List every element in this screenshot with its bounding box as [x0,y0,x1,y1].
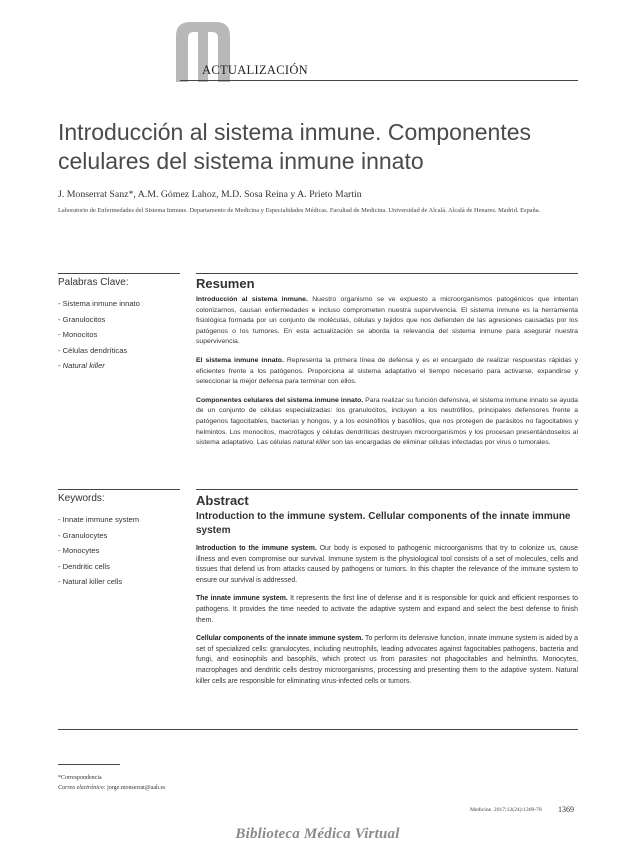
keyword-item: - Dendritic cells [58,561,110,571]
abstract-section [196,493,578,695]
resumen-paragraph [196,295,578,348]
keyword-item: - Natural killer cells [58,577,123,586]
paragraph-text: Our body is exposed to pathogenic microorganisms that try to colonize us, cause illness and even compromise our survival. Immune system is the physiological tool consists of a set of molecules, cells and tissues that defend us from attacks caused by pathogens or tumors. In this chapter the relevance of the immune system to ensure our survival is addressed. [196,545,578,584]
abstract-divider [196,489,578,490]
email-label: Correo electrónico: [58,784,106,791]
keywords-es-divider [58,273,180,274]
abstract-heading: Abstract [196,493,249,508]
keyword-item: - Monocytes [58,546,100,555]
paragraph-label: Cellular components of the innate immune system. [196,635,364,643]
keywords-es [58,277,178,374]
correspondence-note [58,774,166,793]
keywords-en [58,493,178,590]
abstract-end-divider [58,729,578,730]
affiliation: Laboratorio de Enfermedades del Sistema Inmune. Departamento de Medicina y Especialidades Médicas. Facultad de Medicina. Universidad de Alcalá. Alcalá de Henares. Madrid. España. [58,207,541,214]
keyword-item: - Sistema inmune innato [58,299,140,308]
keyword-item: - Células dendríticas [58,345,128,355]
paragraph-text: Para realizar su función defensiva, el sistema inmune innato se ayuda de un conjunto de células especializadas: los granulocitos, incluyen a los neutrófilos, principales defensores frente a patógenos fagocitables, bacterias y hongos, y a los eosinófilos y basófilos, que nos protegen de parásitos no fagocitables y helmintos. Los monocitos, macrófagos y células dendríticas destruyen microorganismos y los procesan presentándoselos al sistema adaptativo. Las células [196,396,578,447]
keywords-en-heading: Keywords: [58,493,105,504]
footer-brand: Biblioteca Médica Virtual [235,826,400,842]
section-label: ACTUALIZACIÓN [202,63,308,77]
resumen-paragraph [196,396,578,449]
footnote-rule [58,764,120,765]
abstract-paragraph [196,544,578,586]
keywords-en-divider [58,489,180,490]
header-rule [180,80,578,81]
resumen-section [196,276,578,457]
article-title: Introducción al sistema inmune. Componentes celulares del sistema inmune innato [58,119,532,174]
page-number: 1369 [558,805,574,814]
paragraph-label: The innate immune system. [196,595,288,603]
keyword-item: - Granulocitos [58,314,106,324]
resumen-divider [196,273,578,274]
abstract-subtitle: Introduction to the immune system. Cellular components of the innate immune system [196,511,571,536]
paragraph-text: It represents the first line of defense and it is responsible for quick and efficient responses to pathogens. It provides the time needed to activate the adaptive system and expand and select the best defense to finish them. [196,595,578,624]
correspondence-email-line [58,784,166,794]
paragraph-label: Introduction to the immune system. [196,545,317,552]
paragraph-italic: natural killer [293,439,330,447]
paragraph-text: Representa la primera línea de defensa y es el encargado de realizar respuestas rápidas y eficientes frente a los patógenos. Proporciona al sistema adaptativo el tiempo necesario para activarse, expandirse y seleccionar la mejor defensa para terminar con ellos. [196,356,578,386]
correspondence-label: *Correspondencia [58,775,102,781]
paragraph-text: To perform its defensive function, innate immune system is aided by a set of specialized cells: granulocytes, including neutrophils, leading advocates against fagocitables pathogens, bacteria and fungi, and eosinophils and basophils, which protect us from parasites not phagocitables and helminths. Monocytes, macrophages and dendritic cells destroy microorganisms, processing and presenting them to the adaptive system. Natural killer cells are responsible for eliminating virus-infected cells or tumors. [196,635,578,685]
email-address: jorge.monserrat@uah.es [105,784,166,791]
journal-citation: Medicine. 2017;12(24):1369-78 [470,807,542,813]
resumen-heading: Resumen [196,276,255,291]
keyword-item: - Monocitos [58,330,98,339]
keyword-item: - Granulocytes [58,530,108,540]
keyword-item: - Innate immune system [58,515,140,524]
paragraph-text: Nuestro organismo se ve expuesto a microorganismos patogénicos que intentan colonizarnos, causan enfermedades e incluso comprometen nuestra supervivencia. El sistema inmune es la herramienta fisiológica formada por un conjunto de moléculas, células y tejidos que nos defienden de las agresiones causadas por los patógenos o los tumores. En esta actualización se aborda la relevancia del sistema inmune para asegurar nuestra supervivencia. [196,296,578,346]
abstract-paragraph [196,634,578,687]
resumen-paragraph [196,356,578,388]
paragraph-text: son las encargadas de eliminar células infectadas por virus o tumorales. [329,439,551,447]
paragraph-label: Componentes celulares del sistema inmune innato. [196,396,364,404]
abstract-paragraph [196,594,578,626]
paragraph-label: Introducción al sistema inmune. [196,296,308,303]
keyword-item: - Natural killer [58,361,105,370]
author-list: J. Monserrat Sanz*, A.M. Gómez Lahoz, M.D. Sosa Reina y A. Prieto Martín [58,189,362,200]
paragraph-label: El sistema inmune innato. [196,356,284,364]
keywords-es-heading: Palabras Clave: [58,277,129,288]
